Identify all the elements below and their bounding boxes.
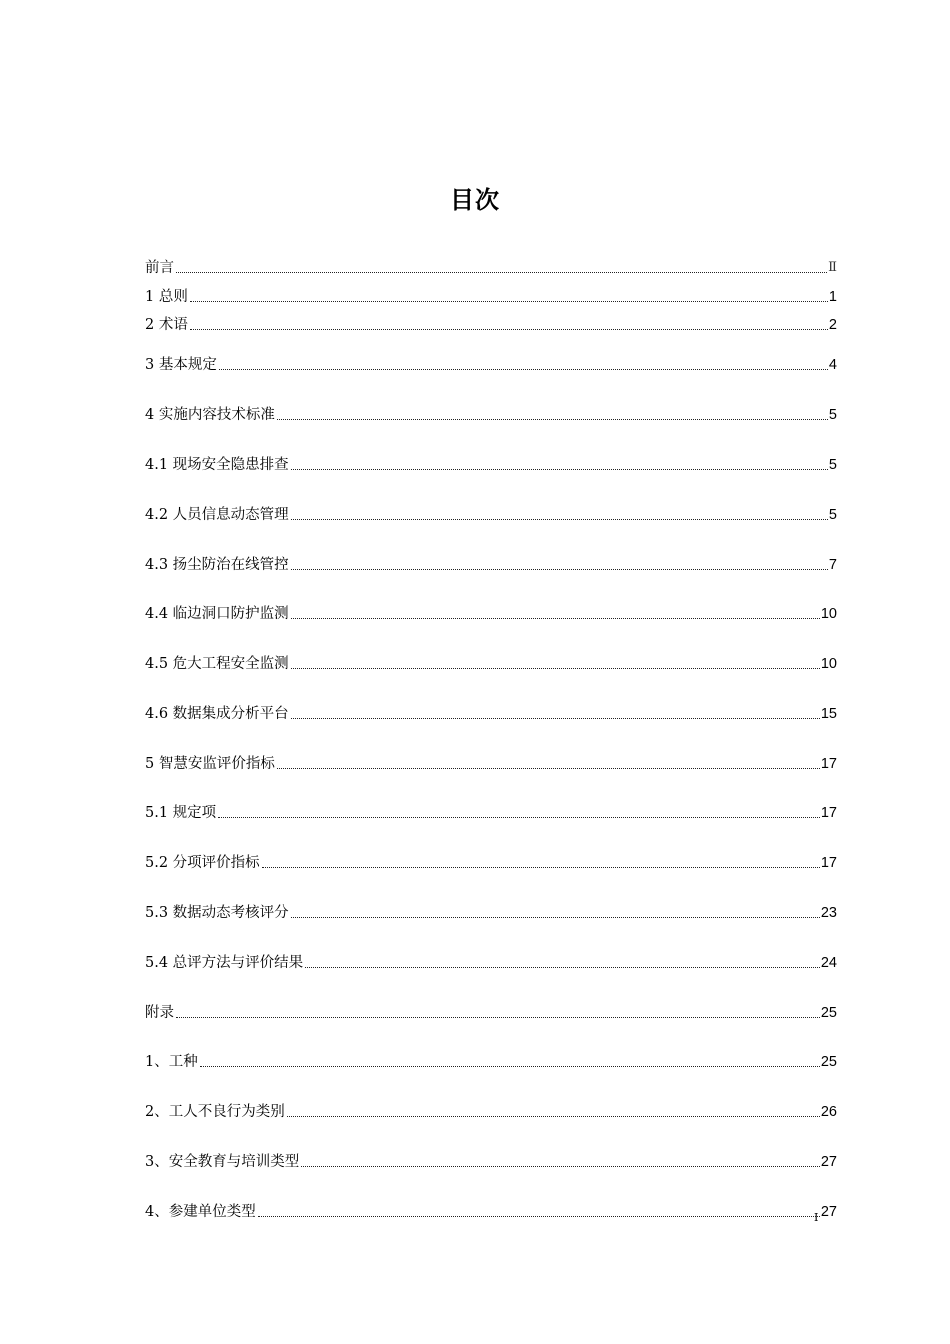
toc-entry[interactable]	[145, 1152, 837, 1172]
toc-entry-page: 27	[820, 1154, 837, 1170]
toc-entry-page: 24	[820, 955, 837, 971]
toc-entry[interactable]	[145, 704, 837, 724]
toc-entry-page: 26	[820, 1104, 837, 1120]
toc-entry-page: 5	[828, 407, 837, 423]
toc-entry-label: 2 术语	[145, 317, 188, 333]
toc-leader-dots	[291, 718, 820, 719]
toc-entry[interactable]	[145, 1102, 837, 1122]
toc-entry-label: 前言	[145, 260, 174, 276]
toc-entry-page: 7	[828, 557, 837, 573]
toc-entry[interactable]	[145, 1202, 837, 1222]
toc-entry-label: 4.4 临边洞口防护监测	[145, 606, 289, 622]
toc-entry[interactable]	[145, 654, 837, 674]
toc-entry[interactable]	[145, 1052, 837, 1072]
toc-leader-dots	[200, 1066, 820, 1067]
toc-entry[interactable]	[145, 505, 837, 525]
toc-leader-dots	[218, 817, 820, 818]
toc-entry-label: 1、工种	[145, 1054, 198, 1070]
toc-leader-dots	[262, 867, 820, 868]
toc-leader-dots	[287, 1116, 820, 1117]
toc-leader-dots	[291, 569, 828, 570]
toc-entry-label: 5.2 分项评价指标	[145, 855, 260, 871]
toc-entry-page: 17	[820, 855, 837, 871]
toc-entry-label: 4.6 数据集成分析平台	[145, 706, 289, 722]
toc-leader-dots	[291, 618, 820, 619]
toc-leader-dots	[291, 668, 820, 669]
toc-entry-page: 17	[820, 805, 837, 821]
toc-entry[interactable]	[145, 953, 837, 973]
toc-entry-label: 5.1 规定项	[145, 805, 217, 821]
toc-leader-dots	[301, 1166, 820, 1167]
toc-entry[interactable]	[145, 903, 837, 923]
toc-entry-page: 10	[820, 656, 837, 672]
toc-leader-dots	[258, 1216, 820, 1217]
toc-entry-label: 4.1 现场安全隐患排查	[145, 457, 289, 473]
toc-entry[interactable]	[145, 287, 837, 307]
toc-entry-label: 4.2 人员信息动态管理	[145, 507, 289, 523]
toc-entry-label: 1 总则	[145, 289, 188, 305]
toc-entry-page: 27	[820, 1204, 837, 1220]
toc-entry-page: 10	[820, 606, 837, 622]
toc-leader-dots	[190, 329, 828, 330]
toc-entry-page: Ⅱ	[828, 260, 837, 275]
toc-entry[interactable]	[145, 355, 837, 375]
toc-entry-label: 2、工人不良行为类别	[145, 1104, 285, 1120]
toc-entry-label: 4.3 扬尘防治在线管控	[145, 557, 289, 573]
toc-entry-label: 4.5 危大工程安全监测	[145, 656, 289, 672]
toc-entry-label: 4 实施内容技术标准	[145, 407, 275, 423]
toc-entry[interactable]	[145, 853, 837, 873]
toc-entry-page: 4	[828, 357, 837, 373]
toc-entry[interactable]	[145, 315, 837, 335]
toc-entry-page: 5	[828, 457, 837, 473]
toc-entry-page: 1	[828, 289, 837, 305]
toc-entry-page: 25	[820, 1005, 837, 1021]
toc-leader-dots	[291, 519, 828, 520]
toc-leader-dots	[219, 369, 828, 370]
toc-leader-dots	[291, 917, 820, 918]
toc-leader-dots	[190, 301, 828, 302]
toc-entry-label: 3 基本规定	[145, 357, 217, 373]
toc-leader-dots	[176, 1017, 820, 1018]
toc-entry[interactable]	[145, 1003, 837, 1023]
toc-leader-dots	[305, 967, 820, 968]
toc-leader-dots	[291, 469, 828, 470]
toc-entry-page: 5	[828, 507, 837, 523]
toc-entry[interactable]	[145, 455, 837, 475]
toc-entry-label: 4、参建单位类型	[145, 1204, 256, 1220]
toc-entry-page: 25	[820, 1054, 837, 1070]
toc-entry-page: 2	[828, 317, 837, 333]
toc-entry-label: 5.4 总评方法与评价结果	[145, 955, 304, 971]
toc-leader-dots	[277, 419, 828, 420]
page-title: 目次	[450, 186, 500, 214]
toc-entry[interactable]	[145, 405, 837, 425]
toc-entry[interactable]	[145, 258, 837, 278]
toc-entry-label: 3、安全教育与培训类型	[145, 1154, 300, 1170]
toc-leader-dots	[176, 272, 827, 273]
toc-entry-label: 5 智慧安监评价指标	[145, 756, 275, 772]
toc-leader-dots	[277, 768, 820, 769]
toc-entry-page: 17	[820, 756, 837, 772]
toc-entry-page: 15	[820, 706, 837, 722]
toc-entry-label: 附录	[145, 1005, 174, 1021]
toc-entry[interactable]	[145, 555, 837, 575]
toc-entry-label: 5.3 数据动态考核评分	[145, 905, 289, 921]
toc-entry-page: 23	[820, 905, 837, 921]
toc-entry[interactable]	[145, 803, 837, 823]
page-number: I	[814, 1211, 819, 1224]
toc-entry[interactable]	[145, 754, 837, 774]
toc-entry[interactable]	[145, 604, 837, 624]
